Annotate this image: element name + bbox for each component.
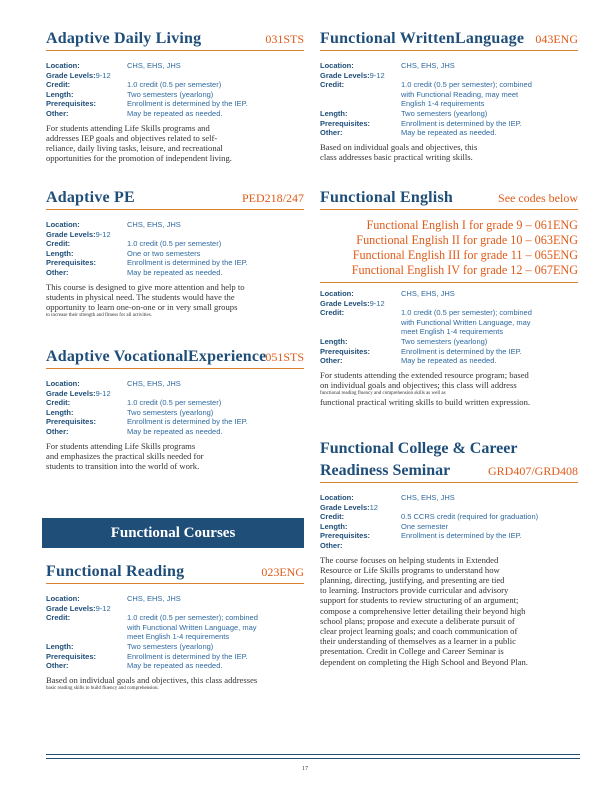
field-value: 1.0 credit (0.5 per semester) <box>127 80 222 90</box>
field-value: 9-12 <box>95 229 111 239</box>
field-label: Grade Levels: <box>320 502 370 512</box>
field-label: Prerequisites: <box>46 651 97 661</box>
field-label: Prerequisites: <box>320 531 371 541</box>
field-label: Length: <box>320 108 348 118</box>
field-label: Credit: <box>320 308 345 318</box>
section-banner: Functional Courses <box>42 518 304 548</box>
field-value: Two semesters (yearlong) <box>127 89 214 99</box>
field-value: CHS, EHS, JHS <box>127 61 181 70</box>
field-value: CHS, EHS, JHS <box>127 220 181 229</box>
footer-rule <box>46 754 580 755</box>
field-label: Prerequisites: <box>320 346 371 356</box>
course-title-line2: Readiness Seminar <box>320 462 451 479</box>
course-fields <box>320 493 578 551</box>
grade-code: Functional English III for grade 11 – 065ENG <box>352 248 578 262</box>
field-value: May be repeated as needed. <box>127 108 223 118</box>
field-value: 9-12 <box>369 70 385 80</box>
field-label: Location: <box>46 594 80 603</box>
grade-code: Functional English I for grade 9 – 061ENG <box>366 218 578 232</box>
field-label <box>46 632 127 642</box>
course-fields <box>46 594 304 671</box>
field-label: Location: <box>320 493 354 502</box>
field-label: Credit: <box>320 80 345 90</box>
field-value: Two semesters (yearlong) <box>127 641 214 651</box>
field-label: Grade Levels: <box>46 388 96 398</box>
course-fields <box>46 220 304 278</box>
field-value: 1.0 credit (0.5 per semester); combined <box>401 308 532 318</box>
course-adaptive-daily-living <box>46 30 304 163</box>
field-value: Two semesters (yearlong) <box>401 336 488 346</box>
field-value: 1.0 credit (0.5 per semester); combined <box>401 80 532 90</box>
field-label: Grade Levels: <box>320 70 370 80</box>
course-code: 051STS <box>265 350 304 364</box>
field-value: 1.0 credit (0.5 per semester) <box>127 398 222 408</box>
field-value: CHS, EHS, JHS <box>127 379 181 388</box>
course-code: GRD407/GRD408 <box>487 464 578 478</box>
field-value: 9-12 <box>369 298 385 308</box>
field-label <box>320 318 401 328</box>
field-value: CHS, EHS, JHS <box>401 289 455 298</box>
field-label: Length: <box>320 521 348 531</box>
field-value: Enrollment is determined by the IEP. <box>401 531 522 541</box>
grade-code: Functional English IV for grade 12 – 067ENG <box>351 263 578 277</box>
field-label: Credit: <box>46 80 71 90</box>
course-fields <box>46 379 304 437</box>
field-label: Location: <box>320 61 354 70</box>
field-value: with Functional Reading, may meet <box>401 89 519 99</box>
course-description: For students attending the extended resource program; based on individual goals and objectives; this class will address functional reading fluency and comprehension skills as well as functional practical writing skills to build written expression. <box>320 369 531 408</box>
field-value: 1.0 credit (0.5 per semester); combined <box>127 613 258 623</box>
course-title: Functional English <box>320 189 453 206</box>
course-title: Functional WrittenLanguage <box>320 30 525 47</box>
field-label <box>320 327 401 337</box>
field-label: Grade Levels: <box>46 70 96 80</box>
grade-code-list <box>320 218 578 278</box>
field-value: 1.0 credit (0.5 per semester) <box>127 239 222 249</box>
field-value: CHS, EHS, JHS <box>127 594 181 603</box>
field-value: 9-12 <box>95 70 111 80</box>
course-description: The course focuses on helping students in Extended Resource or Life Skills programs to understand how planning, directing, justifying, and presenting are tied to learning. Instructors provide curricular and advisory support for students to review structuring of an argument; compose a comprehensive letter detailing their beyond high school plans; propose and execute a deliberate pursuit of clear project learning goals; and coach communication of their understanding of themselves as a learner in a public presentation. Credit in College and Career Seminar is dependent on completing the High School and Beyond Plan. <box>320 554 528 667</box>
field-label <box>46 623 127 633</box>
field-label: Grade Levels: <box>46 603 96 613</box>
field-value: 0.5 CCRS credit (required for graduation) <box>401 512 539 522</box>
course-description: Based on individual goals and objectives, this class addresses basic practical writing skills. <box>320 141 478 162</box>
field-value: Enrollment is determined by the IEP. <box>127 417 248 427</box>
course-fields <box>46 61 304 119</box>
field-label: Location: <box>46 220 80 229</box>
grade-code: Functional English II for grade 10 – 063ENG <box>356 233 578 247</box>
course-title: Adaptive PE <box>46 189 135 206</box>
field-label: Grade Levels: <box>46 229 96 239</box>
course-description: For students attending Life Skills programs and emphasizes the practical skills needed for students to transition into the world of work. <box>46 440 204 471</box>
field-label: Location: <box>46 379 80 388</box>
field-label: Other: <box>46 267 69 277</box>
field-label: Other: <box>320 128 343 138</box>
field-label: Location: <box>320 289 354 298</box>
field-value: meet English 1-4 requirements <box>127 632 230 642</box>
field-value: with Functional Written Language, may <box>127 622 257 632</box>
course-functional-english <box>320 189 578 407</box>
course-code: See codes below <box>498 191 578 205</box>
course-fields <box>320 61 578 138</box>
field-label: Other: <box>46 661 69 671</box>
course-adaptive-vocational <box>46 348 304 471</box>
field-label: Length: <box>320 336 348 346</box>
course-title: Functional Reading <box>46 563 185 580</box>
field-label: Length: <box>46 89 74 99</box>
field-label: Other: <box>320 540 343 550</box>
course-code: 043ENG <box>535 32 578 46</box>
course-description: For students attending Life Skills programs and addresses IEP goals and objectives related to self- reliance, daily living tasks, leisure, and recreational opportunities for the promotion of independent living. <box>46 122 232 164</box>
course-description: This course is designed to give more attention and help to students in physical need. The students would have the opportunity to learn one-on-one or in very small groups to increase their strength and fitness for all activities. <box>46 281 245 319</box>
field-value: Enrollment is determined by the IEP. <box>127 258 248 268</box>
course-adaptive-pe <box>46 189 304 319</box>
field-label: Credit: <box>320 512 345 522</box>
field-label: Length: <box>46 641 74 651</box>
field-value: CHS, EHS, JHS <box>401 61 455 70</box>
field-value: Enrollment is determined by the IEP. <box>127 651 248 661</box>
field-value: 9-12 <box>95 388 111 398</box>
course-code: PED218/247 <box>241 191 304 205</box>
field-value: 12 <box>369 502 378 512</box>
course-college-career-readiness <box>320 440 578 667</box>
course-functional-written-language <box>320 30 578 162</box>
field-value: May be repeated as needed. <box>127 661 223 671</box>
field-label: Length: <box>46 407 74 417</box>
course-title: Adaptive VocationalExperience <box>46 348 267 365</box>
field-label: Credit: <box>46 239 71 249</box>
course-code: 023ENG <box>261 565 304 579</box>
course-title: Adaptive Daily Living <box>46 30 202 47</box>
field-value: 9-12 <box>95 603 111 613</box>
field-value: Enrollment is determined by the IEP. <box>401 118 522 128</box>
field-label: Credit: <box>46 398 71 408</box>
field-value: May be repeated as needed. <box>401 128 497 138</box>
field-value: meet English 1-4 requirements <box>401 327 504 337</box>
page-number: 17 <box>302 766 308 772</box>
field-value: One semester <box>401 521 449 531</box>
footer-rule <box>46 758 580 759</box>
field-value: May be repeated as needed. <box>127 267 223 277</box>
field-value: with Functional Written Language, may <box>401 317 531 327</box>
field-value: One or two semesters <box>127 248 201 258</box>
course-functional-reading <box>46 563 304 692</box>
field-value: Two semesters (yearlong) <box>401 108 488 118</box>
field-label: Length: <box>46 248 74 258</box>
field-label: Prerequisites: <box>320 118 371 128</box>
field-value: Two semesters (yearlong) <box>127 407 214 417</box>
field-label: Location: <box>46 61 80 70</box>
field-label: Prerequisites: <box>46 258 97 268</box>
field-label: Other: <box>46 426 69 436</box>
field-label: Prerequisites: <box>46 99 97 109</box>
field-label <box>320 99 401 109</box>
field-label: Other: <box>46 108 69 118</box>
field-label: Prerequisites: <box>46 417 97 427</box>
field-label <box>320 90 401 100</box>
field-value: May be repeated as needed. <box>127 426 223 436</box>
field-label: Credit: <box>46 613 71 623</box>
field-value: Enrollment is determined by the IEP. <box>401 346 522 356</box>
course-code: 031STS <box>265 32 304 46</box>
field-label: Grade Levels: <box>320 298 370 308</box>
course-fields <box>320 289 578 366</box>
course-title-line1: Functional College & Career <box>320 440 518 457</box>
course-description: Based on individual goals and objectives, this class addresses basic reading skills to build fluency and comprehension. <box>46 674 258 691</box>
field-value: CHS, EHS, JHS <box>401 493 455 502</box>
field-value: May be repeated as needed. <box>401 356 497 366</box>
field-value: Enrollment is determined by the IEP. <box>127 99 248 109</box>
field-label: Other: <box>320 356 343 366</box>
field-value: English 1-4 requirements <box>401 99 485 109</box>
